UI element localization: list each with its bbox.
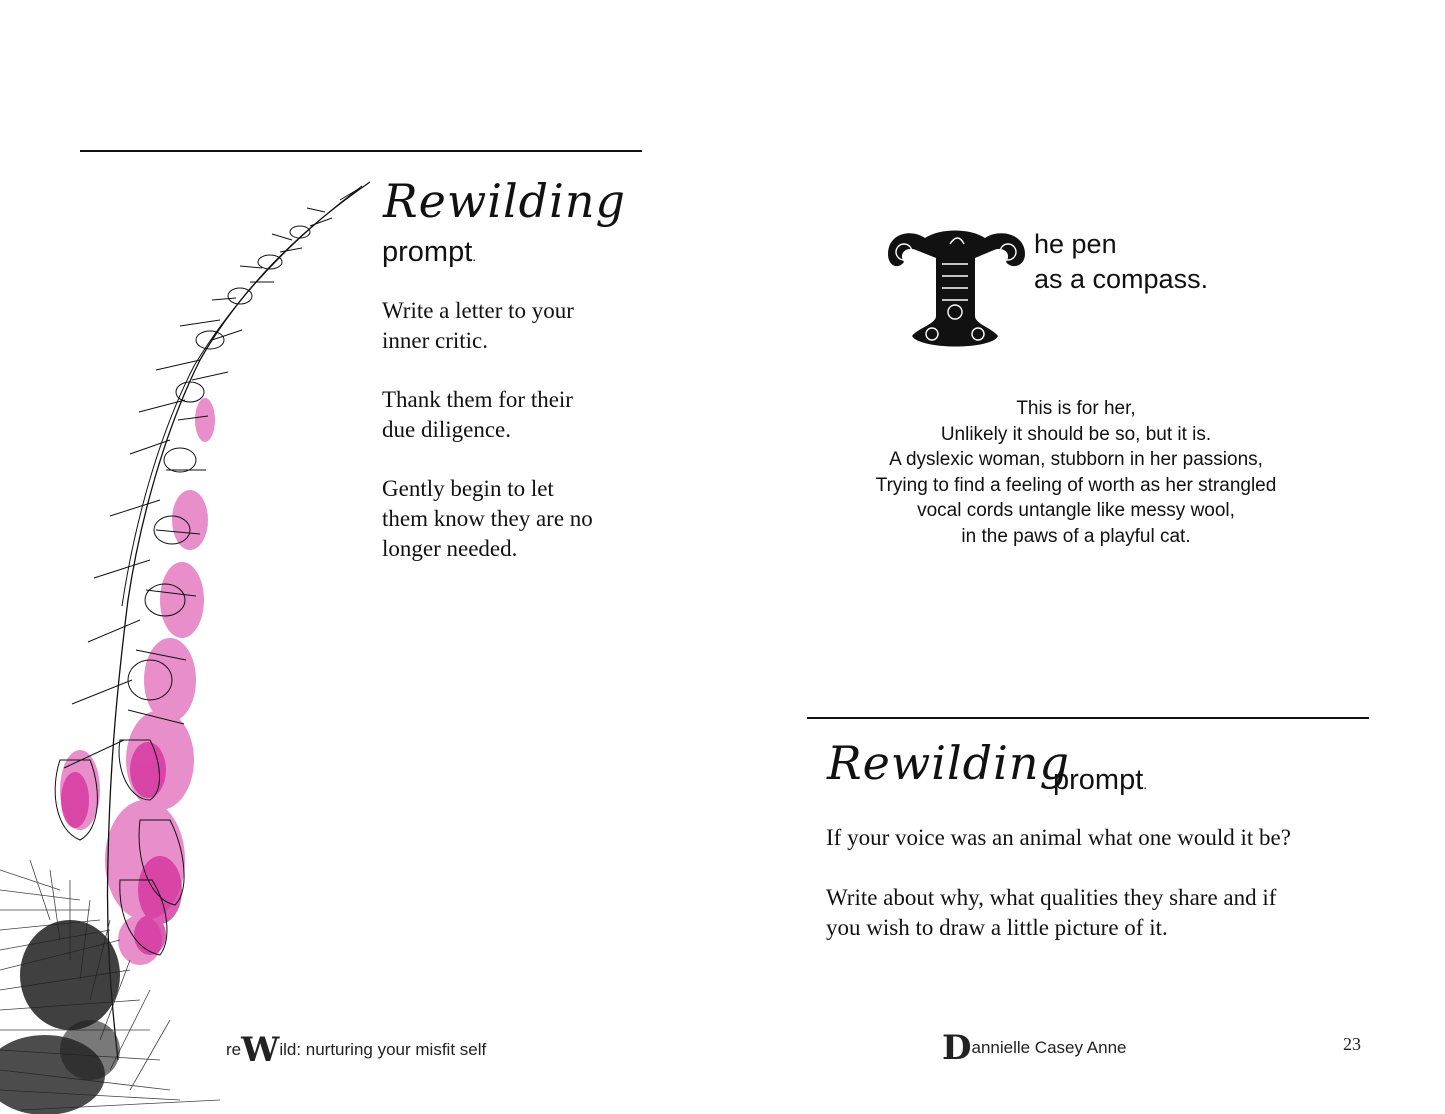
left-heading-script: Rewilding	[383, 174, 626, 228]
left-paragraph-2: Thank them for their due diligence.	[382, 387, 573, 442]
right-mid-rule	[807, 717, 1369, 719]
poem-line: A dyslexic woman, stubborn in her passions,	[889, 449, 1263, 470]
poem-line: This is for her,	[1016, 398, 1136, 419]
left-heading-prompt	[382, 236, 476, 269]
dropcap-t	[880, 224, 1030, 354]
poem-line: vocal cords untangle like messy wool,	[917, 500, 1235, 521]
right-footer	[942, 1028, 1127, 1068]
poem	[826, 396, 1326, 549]
right-prompt-word: prompt	[1053, 764, 1144, 796]
footer-title: ild: nurturing your misfit self	[279, 1040, 487, 1059]
left-footer	[226, 1030, 486, 1070]
ornate-dropcap-icon	[880, 224, 1030, 354]
foxglove-illustration	[0, 0, 390, 1114]
footer-initial-w: W	[241, 1030, 280, 1070]
left-prompt-word: prompt	[382, 236, 473, 268]
poem-line: Trying to find a feeling of worth as her strangled	[875, 474, 1277, 496]
right-prompt-dot: .	[1143, 776, 1148, 792]
right-heading-prompt	[1053, 764, 1147, 797]
poem-line: Unlikely it should be so, but it is.	[940, 423, 1212, 445]
right-title-line-1: he pen	[1034, 229, 1117, 259]
left-prompt-dot: .	[472, 248, 477, 264]
poem-line: in the paws of a playful cat.	[961, 525, 1191, 547]
right-heading-script: Rewilding	[827, 736, 1070, 790]
footer-initial-d: D	[942, 1028, 972, 1068]
footer-prefix: re	[226, 1040, 242, 1059]
left-paragraph-3: Gently begin to let them know they are no longer needed.	[382, 476, 593, 561]
left-paragraph-1: Write a letter to your inner critic.	[382, 298, 574, 353]
page-number: 23	[1343, 1034, 1361, 1054]
right-title-line-2: as a compass.	[1034, 264, 1209, 294]
right-paragraph-1: If your voice was an animal what one would it be?	[826, 825, 1291, 850]
right-paragraph-2: Write about why, what qualities they share and if you wish to draw a little picture of it.	[826, 885, 1277, 940]
footer-author: annielle Casey Anne	[971, 1038, 1127, 1057]
